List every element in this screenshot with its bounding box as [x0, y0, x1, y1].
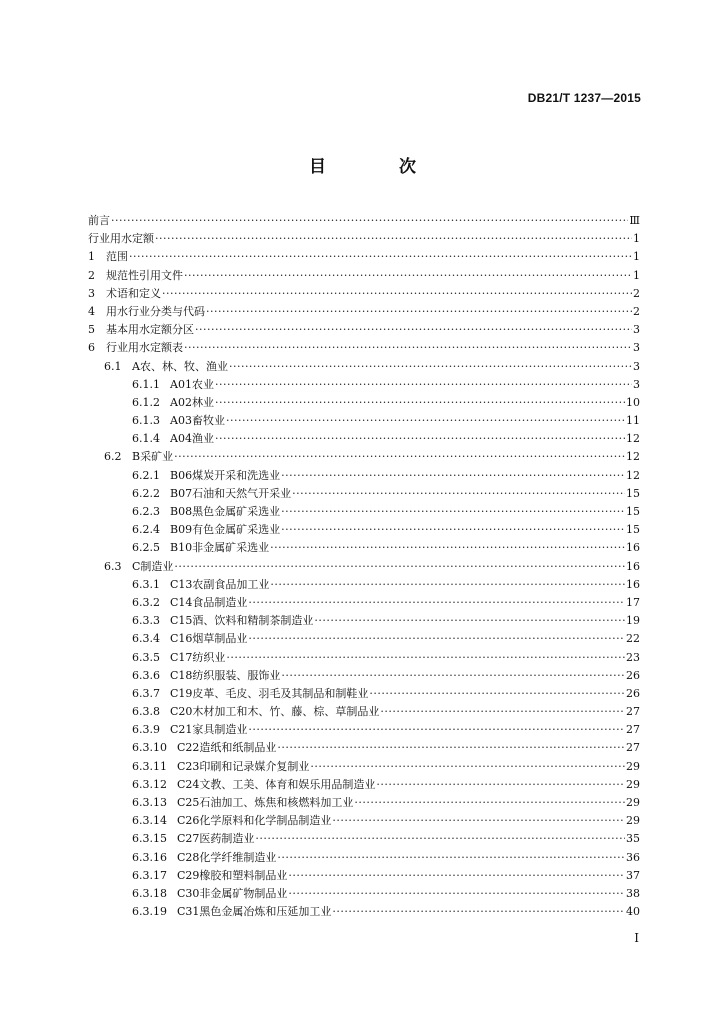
toc-entry-label: 行业用水定额 — [88, 232, 154, 246]
toc-entry-page: 16 — [626, 559, 640, 573]
toc-entry-number: 3 — [88, 286, 95, 300]
toc-entry-number: 1 — [88, 250, 95, 264]
toc-entry-label: A03畜牧业 — [170, 414, 225, 428]
toc-entry-label: C27医药制造业 — [177, 832, 255, 846]
toc-entry-label: C25石油加工、炼焦和核燃料加工业 — [177, 796, 354, 809]
toc-entry-number: 6.2.4 — [132, 523, 160, 537]
toc-leader-dots — [270, 539, 625, 557]
toc-entry-label: C24文教、工美、体育和娱乐用品制造业 — [177, 777, 376, 791]
toc-entry-label: B08黑色金属矿采选业 — [170, 505, 281, 518]
toc-leader-dots — [354, 794, 625, 812]
toc-entry-number: 4 — [88, 304, 95, 318]
toc-entry-number: 6.3.19 — [132, 905, 167, 919]
toc-leader-dots — [215, 394, 625, 412]
toc-entry-number: 6.3.16 — [132, 850, 167, 864]
toc-entry-page: 15 — [626, 505, 640, 518]
toc-leader-dots — [281, 667, 625, 685]
toc-entry-number: 6.2.3 — [132, 505, 160, 518]
toc-entry-page: 1 — [633, 232, 640, 246]
toc-entry[interactable] — [88, 903, 640, 921]
toc-leader-dots — [155, 230, 632, 248]
toc-entry-page: 10 — [626, 395, 640, 409]
toc-entry-label: C20木材加工和木、竹、藤、棕、草制品业 — [170, 705, 380, 719]
table-of-contents — [88, 212, 640, 921]
toc-leader-dots — [281, 467, 625, 485]
toc-entry-number: 6.3.1 — [132, 577, 160, 591]
toc-entry-number: 6.1 — [104, 359, 122, 373]
toc-entry-number: 6.3.15 — [132, 832, 167, 846]
toc-entry-label: C28化学纤维制造业 — [177, 850, 277, 864]
toc-entry-page: 16 — [626, 541, 640, 555]
toc-leader-dots — [292, 485, 625, 503]
toc-entry-page: 11 — [626, 414, 640, 428]
toc-entry-page: 35 — [626, 832, 640, 846]
toc-leader-dots — [310, 758, 625, 776]
toc-entry-label: C13农副食品加工业 — [170, 577, 270, 591]
toc-entry[interactable] — [88, 503, 640, 521]
toc-leader-dots — [248, 630, 625, 648]
toc-entry-number: 6.3.11 — [132, 759, 167, 773]
toc-entry-number: 6.2.2 — [132, 486, 160, 500]
toc-entry-page: 26 — [626, 686, 640, 700]
toc-entry-page: 37 — [626, 868, 640, 882]
toc-entry-page: 2 — [633, 304, 640, 318]
toc-entry-label: B09有色金属矿采选业 — [170, 523, 281, 537]
toc-entry[interactable] — [88, 248, 640, 266]
toc-entry-page: 38 — [626, 886, 640, 900]
toc-entry-label: C31黑色金属冶炼和压延加工业 — [177, 905, 332, 919]
toc-entry[interactable] — [88, 794, 640, 812]
toc-entry[interactable] — [88, 830, 640, 848]
toc-entry-label: C22造纸和纸制品业 — [177, 741, 277, 755]
toc-entry[interactable] — [88, 267, 640, 285]
toc-entry[interactable] — [88, 685, 640, 703]
toc-entry[interactable] — [88, 430, 640, 448]
toc-entry[interactable] — [88, 539, 640, 557]
toc-entry-page: 29 — [626, 759, 640, 773]
toc-entry-number: 2 — [88, 268, 95, 282]
toc-entry-label: B06煤炭开采和洗选业 — [170, 468, 281, 482]
toc-entry[interactable] — [88, 485, 640, 503]
toc-entry[interactable] — [88, 612, 640, 630]
toc-entry-page: 1 — [633, 250, 640, 264]
toc-entry-page: Ⅲ — [629, 214, 640, 227]
toc-entry-label: 范围 — [106, 250, 128, 264]
page-number: I — [634, 931, 639, 945]
toc-entry[interactable] — [88, 467, 640, 485]
toc-entry-page: 15 — [626, 486, 640, 500]
toc-entry-label: 用水行业分类与代码 — [106, 304, 205, 318]
toc-entry-page: 15 — [626, 523, 640, 537]
toc-entry-page: 17 — [626, 595, 640, 609]
toc-entry-page: 29 — [626, 796, 640, 809]
toc-entry[interactable] — [88, 358, 640, 376]
toc-entry-page: 1 — [633, 268, 640, 282]
toc-leader-dots — [332, 903, 625, 921]
toc-entry-label: B07石油和天然气开采业 — [170, 486, 292, 500]
toc-leader-dots — [332, 812, 625, 830]
toc-entry[interactable] — [88, 867, 640, 885]
toc-entry-number: 6.2 — [104, 450, 122, 464]
toc-entry[interactable] — [88, 776, 640, 794]
toc-entry-number: 6.3.4 — [132, 632, 160, 646]
toc-entry-number: 6.1.3 — [132, 414, 160, 428]
toc-entry[interactable] — [88, 594, 640, 612]
toc-entry-label: B10非金属矿采选业 — [170, 541, 270, 555]
toc-entry[interactable] — [88, 212, 640, 230]
toc-entry-number: 6.3.18 — [132, 886, 167, 900]
toc-leader-dots — [270, 576, 625, 594]
toc-entry-label: C16烟草制品业 — [170, 632, 248, 646]
toc-entry-label: A01农业 — [170, 377, 214, 391]
toc-entry-label: 行业用水定额表 — [106, 341, 183, 355]
toc-leader-dots — [206, 303, 632, 321]
toc-leader-dots — [288, 867, 625, 885]
toc-entry-page: 29 — [626, 814, 640, 828]
toc-entry[interactable] — [88, 412, 640, 430]
toc-entry-number: 6.1.2 — [132, 395, 160, 409]
toc-entry-page: 2 — [633, 286, 640, 300]
toc-entry-label: 规范性引用文件 — [106, 268, 183, 282]
toc-entry[interactable] — [88, 812, 640, 830]
toc-entry-page: 27 — [626, 723, 640, 737]
toc-entry-number: 6.3.8 — [132, 705, 160, 719]
toc-leader-dots — [215, 430, 625, 448]
toc-leader-dots — [248, 594, 625, 612]
toc-entry-label: C19皮革、毛皮、羽毛及其制品和制鞋业 — [170, 686, 369, 700]
toc-entry-page: 12 — [626, 432, 640, 446]
toc-entry-page: 26 — [626, 668, 640, 682]
toc-entry-number: 6.3.2 — [132, 595, 160, 609]
toc-entry-page: 27 — [626, 705, 640, 719]
toc-leader-dots — [226, 649, 625, 667]
toc-entry-number: 6.3.7 — [132, 686, 160, 700]
toc-leader-dots — [174, 558, 625, 576]
toc-entry-label: 前言 — [88, 214, 110, 227]
toc-entry-number: 6.2.5 — [132, 541, 160, 555]
toc-entry[interactable] — [88, 721, 640, 739]
toc-entry-number: 6.3.12 — [132, 777, 167, 791]
toc-leader-dots — [195, 321, 632, 339]
toc-entry-page: 3 — [633, 377, 640, 391]
toc-entry-number: 6.3.9 — [132, 723, 160, 737]
toc-entry-page: 27 — [626, 741, 640, 755]
toc-entry-page: 3 — [633, 341, 640, 355]
toc-entry-page: 3 — [633, 359, 640, 373]
toc-entry-page: 36 — [626, 850, 640, 864]
toc-entry-page: 22 — [626, 632, 640, 646]
toc-entry[interactable] — [88, 885, 640, 903]
toc-leader-dots — [111, 212, 628, 230]
toc-entry[interactable] — [88, 703, 640, 721]
toc-entry-number: 6.3.10 — [132, 741, 167, 755]
toc-entry-label: C21家具制造业 — [170, 723, 248, 737]
toc-entry-number: 6.3.6 — [132, 668, 160, 682]
toc-entry[interactable] — [88, 649, 640, 667]
toc-entry-label: B采矿业 — [132, 450, 174, 464]
toc-entry-number: 6.1.4 — [132, 432, 160, 446]
toc-leader-dots — [369, 685, 625, 703]
toc-entry-number: 6.3.13 — [132, 796, 167, 809]
toc-entry[interactable] — [88, 758, 640, 776]
toc-entry-page: 19 — [626, 614, 640, 628]
toc-entry-label: 基本用水定额分区 — [106, 323, 194, 337]
toc-entry-label: C18纺织服装、服饰业 — [170, 668, 281, 682]
toc-leader-dots — [380, 703, 625, 721]
toc-entry[interactable] — [88, 339, 640, 357]
toc-leader-dots — [184, 339, 632, 357]
toc-entry-page: 12 — [626, 450, 640, 464]
toc-entry-label: C23印刷和记录媒介复制业 — [177, 759, 310, 773]
toc-entry[interactable] — [88, 558, 640, 576]
toc-entry[interactable] — [88, 376, 640, 394]
toc-leader-dots — [229, 358, 632, 376]
toc-leader-dots — [129, 248, 632, 266]
toc-entry-number: 6.3.5 — [132, 650, 160, 664]
toc-entry[interactable] — [88, 303, 640, 321]
toc-entry[interactable] — [88, 630, 640, 648]
toc-leader-dots — [215, 376, 632, 394]
toc-entry-label: C29橡胶和塑料制品业 — [177, 868, 288, 882]
toc-entry-label: C30非金属矿物制品业 — [177, 886, 288, 900]
toc-entry-label: C26化学原料和化学制品制造业 — [177, 814, 332, 828]
toc-entry-number: 6.2.1 — [132, 468, 160, 482]
toc-entry-label: 术语和定义 — [106, 286, 161, 300]
toc-entry-page: 23 — [626, 650, 640, 664]
toc-entry-number: 5 — [88, 323, 95, 337]
toc-entry-page: 16 — [626, 577, 640, 591]
toc-entry-number: 6.3 — [104, 559, 122, 573]
toc-entry[interactable] — [88, 285, 640, 303]
toc-leader-dots — [376, 776, 625, 794]
toc-entry-page: 29 — [626, 777, 640, 791]
toc-entry[interactable] — [88, 739, 640, 757]
toc-entry-number: 6.1.1 — [132, 377, 160, 391]
toc-entry-label: C17纺织业 — [170, 650, 226, 664]
toc-entry-number: 6.3.3 — [132, 614, 160, 628]
toc-entry[interactable] — [88, 576, 640, 594]
toc-entry[interactable] — [88, 448, 640, 466]
toc-leader-dots — [277, 739, 625, 757]
toc-entry[interactable] — [88, 230, 640, 248]
toc-entry-number: 6.3.17 — [132, 868, 167, 882]
toc-leader-dots — [277, 849, 625, 867]
toc-entry[interactable] — [88, 521, 640, 539]
toc-entry-page: 3 — [633, 323, 640, 337]
document-code: DB21/T 1237—2015 — [527, 91, 641, 105]
toc-entry-number: 6.3.14 — [132, 814, 167, 828]
toc-entry-label: C制造业 — [132, 559, 174, 573]
page-title: 目 次 — [309, 157, 444, 177]
toc-entry[interactable] — [88, 849, 640, 867]
toc-leader-dots — [184, 267, 632, 285]
toc-entry[interactable] — [88, 394, 640, 412]
toc-entry-label: A02林业 — [170, 395, 214, 409]
toc-leader-dots — [288, 885, 625, 903]
toc-entry[interactable] — [88, 321, 640, 339]
toc-leader-dots — [314, 612, 625, 630]
toc-leader-dots — [248, 721, 625, 739]
toc-leader-dots — [162, 285, 632, 303]
toc-leader-dots — [174, 448, 625, 466]
toc-entry-page: 12 — [626, 468, 640, 482]
toc-leader-dots — [281, 521, 625, 539]
toc-leader-dots — [255, 830, 625, 848]
toc-entry-label: C14食品制造业 — [170, 595, 248, 609]
toc-entry-label: A04渔业 — [170, 432, 214, 446]
toc-leader-dots — [226, 412, 625, 430]
toc-entry[interactable] — [88, 667, 640, 685]
toc-leader-dots — [281, 503, 625, 521]
toc-entry-label: A农、林、牧、渔业 — [132, 359, 228, 373]
toc-entry-page: 40 — [626, 905, 640, 919]
toc-entry-number: 6 — [88, 341, 95, 355]
toc-entry-label: C15酒、饮料和精制茶制造业 — [170, 614, 314, 628]
